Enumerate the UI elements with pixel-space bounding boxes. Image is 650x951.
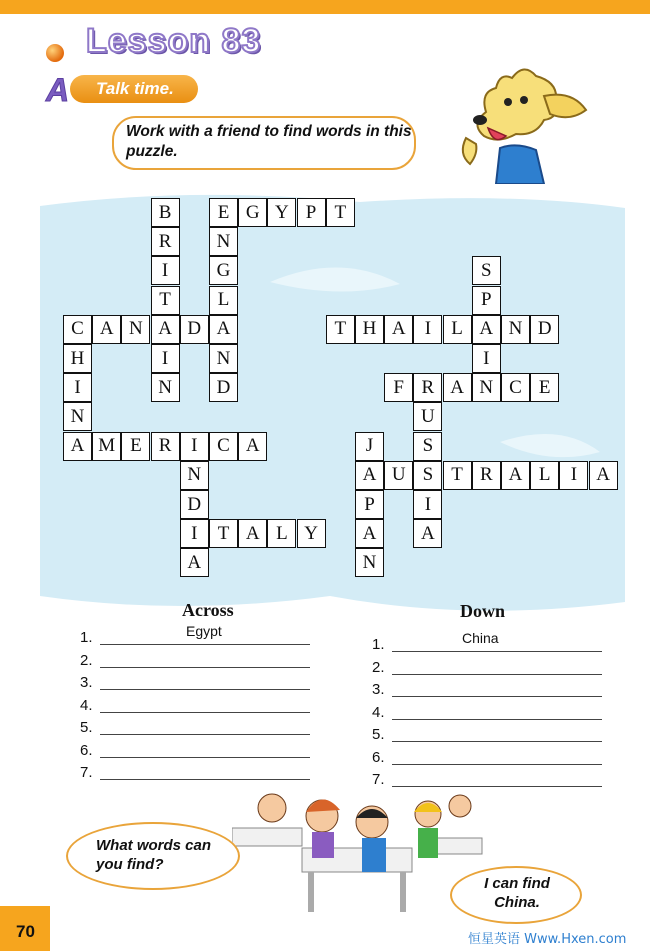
puzzle-cell: L (443, 315, 472, 344)
across-number: 2. (80, 651, 93, 669)
down-answer-line[interactable] (392, 674, 602, 675)
down-answer-line[interactable] (392, 696, 602, 697)
down-answer-line[interactable] (392, 651, 602, 652)
instruction-text: Work with a friend to find words in this puzzle. (126, 123, 412, 160)
puzzle-cell: S (413, 461, 442, 490)
puzzle-cell: L (530, 461, 559, 490)
section-letter: A (46, 72, 70, 108)
puzzle-cell: N (209, 227, 238, 256)
puzzle-cell: J (355, 432, 384, 461)
puzzle-cell: I (559, 461, 588, 490)
puzzle-cell: I (151, 344, 180, 373)
across-number: 1. (80, 629, 93, 646)
across-number: 4. (80, 696, 93, 714)
puzzle-cell: M (92, 432, 121, 461)
puzzle-cell: G (238, 198, 267, 227)
puzzle-cell: A (472, 315, 501, 344)
across-answer: Egypt (186, 623, 222, 639)
down-row (372, 771, 612, 789)
puzzle-cell: B (151, 198, 180, 227)
down-answer: China (462, 630, 499, 646)
down-number: 2. (372, 658, 385, 676)
down-row (372, 704, 612, 722)
across-heading: Across (182, 600, 234, 620)
puzzle-cell: N (63, 402, 92, 431)
down-number: 3. (372, 681, 385, 698)
down-row (372, 659, 612, 677)
puzzle-cell: A (501, 461, 530, 490)
down-number: 4. (372, 703, 385, 721)
section-label: Talk time. (96, 79, 174, 98)
puzzle-cell: H (63, 344, 92, 373)
puzzle-cell: I (63, 373, 92, 402)
page-number: 70 (16, 922, 35, 941)
puzzle-cell: N (472, 373, 501, 402)
watermark: 恒星英语 Www.Hxen.com (468, 932, 627, 947)
puzzle-cell: A (151, 315, 180, 344)
down-number: 6. (372, 748, 385, 766)
puzzle-cell: N (180, 461, 209, 490)
across-answer-line[interactable] (100, 667, 310, 668)
puzzle-cell: T (326, 198, 355, 227)
puzzle-cell: A (180, 548, 209, 577)
across-number: 5. (80, 719, 93, 736)
puzzle-cell: A (589, 461, 618, 490)
down-row (372, 681, 612, 699)
down-row (372, 726, 612, 744)
puzzle-cell: T (151, 286, 180, 315)
puzzle-cell: A (238, 432, 267, 461)
down-number: 7. (372, 771, 385, 788)
puzzle-cell: C (501, 373, 530, 402)
puzzle-cell: U (413, 402, 442, 431)
across-answer-line[interactable] (100, 712, 310, 713)
across-row (80, 623, 320, 647)
puzzle-cell: P (355, 490, 384, 519)
down-row (372, 749, 612, 767)
puzzle-cell: A (63, 432, 92, 461)
across-number: 6. (80, 741, 93, 759)
puzzle-cell: C (209, 432, 238, 461)
puzzle-cell: I (472, 344, 501, 373)
puzzle-cell: R (151, 432, 180, 461)
puzzle-cell: I (413, 490, 442, 519)
puzzle-cell: T (326, 315, 355, 344)
puzzle-cell: N (501, 315, 530, 344)
puzzle-cell: D (209, 373, 238, 402)
puzzle-cell: P (297, 198, 326, 227)
puzzle-cell: T (209, 519, 238, 548)
puzzle-cell: A (209, 315, 238, 344)
across-answer-line[interactable] (100, 644, 310, 645)
puzzle-cell: N (355, 548, 384, 577)
down-answer-line[interactable] (392, 786, 602, 787)
across-answer-line[interactable] (100, 734, 310, 735)
across-row (80, 742, 320, 760)
down-row (372, 630, 612, 654)
across-answer-line[interactable] (100, 689, 310, 690)
across-row (80, 674, 320, 692)
lesson-title: Lesson 83 (86, 22, 262, 60)
puzzle-cell: P (472, 286, 501, 315)
puzzle-cell: A (413, 519, 442, 548)
puzzle-cell: D (180, 490, 209, 519)
down-heading: Down (460, 601, 506, 621)
puzzle-cell: U (384, 461, 413, 490)
puzzle-cell: Y (297, 519, 326, 548)
down-number: 1. (372, 636, 385, 653)
puzzle-cell: E (209, 198, 238, 227)
across-number: 7. (80, 764, 93, 781)
speech-bubble-left-text: What words can you find? (96, 837, 212, 873)
puzzle-cell: A (92, 315, 121, 344)
puzzle-cell: F (384, 373, 413, 402)
puzzle-cell: S (413, 432, 442, 461)
puzzle-cell: L (267, 519, 296, 548)
down-answer-line[interactable] (392, 741, 602, 742)
puzzle-cell: A (355, 519, 384, 548)
puzzle-cell: I (180, 432, 209, 461)
puzzle-cell: L (209, 286, 238, 315)
puzzle-cell: I (413, 315, 442, 344)
across-number: 3. (80, 674, 93, 691)
across-row (80, 652, 320, 670)
puzzle-cell: R (151, 227, 180, 256)
across-row (80, 697, 320, 715)
puzzle-cell: S (472, 256, 501, 285)
puzzle-cell: Y (267, 198, 296, 227)
puzzle-cell: A (384, 315, 413, 344)
across-answer-line[interactable] (100, 779, 310, 780)
puzzle-cell: N (209, 344, 238, 373)
down-answer-line[interactable] (392, 719, 602, 720)
across-answer-line[interactable] (100, 757, 310, 758)
across-row (80, 719, 320, 737)
puzzle-cell: G (209, 256, 238, 285)
puzzle-cell: D (530, 315, 559, 344)
puzzle-cell: D (180, 315, 209, 344)
puzzle-cell: I (180, 519, 209, 548)
puzzle-cell: N (151, 373, 180, 402)
puzzle-cell: A (355, 461, 384, 490)
puzzle-cell: A (443, 373, 472, 402)
puzzle-cell: H (355, 315, 384, 344)
puzzle-cell: I (151, 256, 180, 285)
puzzle-cell: N (121, 315, 150, 344)
across-row (80, 764, 320, 782)
puzzle-cell: R (472, 461, 501, 490)
puzzle-cell: E (121, 432, 150, 461)
puzzle-cell: A (238, 519, 267, 548)
puzzle-cell: E (530, 373, 559, 402)
puzzle-cell: C (63, 315, 92, 344)
puzzle-cell: T (443, 461, 472, 490)
down-answer-line[interactable] (392, 764, 602, 765)
down-number: 5. (372, 726, 385, 743)
puzzle-cell: R (413, 373, 442, 402)
speech-bubble-right-text: I can find China. (484, 875, 550, 911)
